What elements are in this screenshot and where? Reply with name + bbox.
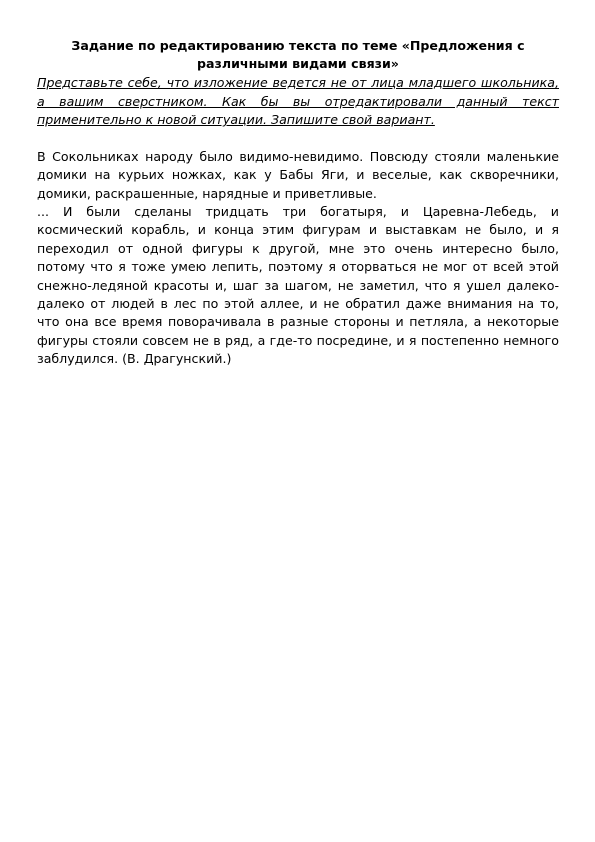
document-page xyxy=(37,37,559,369)
task-instructions: Представьте себе, что изложение ведется не от лица младшего школьника, а вашим сверстником. Как бы вы отредактировали данный текст применительно к новой ситуации. Запишите свой вариант. xyxy=(37,75,559,128)
paragraph-1: В Сокольниках народу было видимо-невидимо. Повсюду стояли маленькие домики на курьих ножках, как у Бабы Яги, и веселые, как скворечники, домики, раскрашенные, нарядные и приветливые. xyxy=(37,148,559,201)
document-title: Задание по редактированию текста по теме «Предложения с различными видами связи» xyxy=(71,38,525,71)
source-text xyxy=(37,148,559,369)
blank-line xyxy=(37,130,559,148)
paragraph-2: ... И были сделаны тридцать три богатыря, и Царевна-Лебедь, и космический корабль, и конца этим фигурам и выставкам не было, и я переходил от одной фигуры к другой, мне это очень интересно было, потому что я тоже умею лепить, поэтому я оторваться не мог от всей этой снежно-ледяной красоты и, шаг за шагом, не заметил, что я ушел далеко-далеко от людей в лес по этой аллее, и не обратил даже внимания на то, что она все время поворачивала в разные стороны и петляла, а некоторые фигуры стояли совсем не в ряд, а где-то посредине, и я постепенно немного заблудился. (В. Драгунский.) xyxy=(37,204,559,367)
